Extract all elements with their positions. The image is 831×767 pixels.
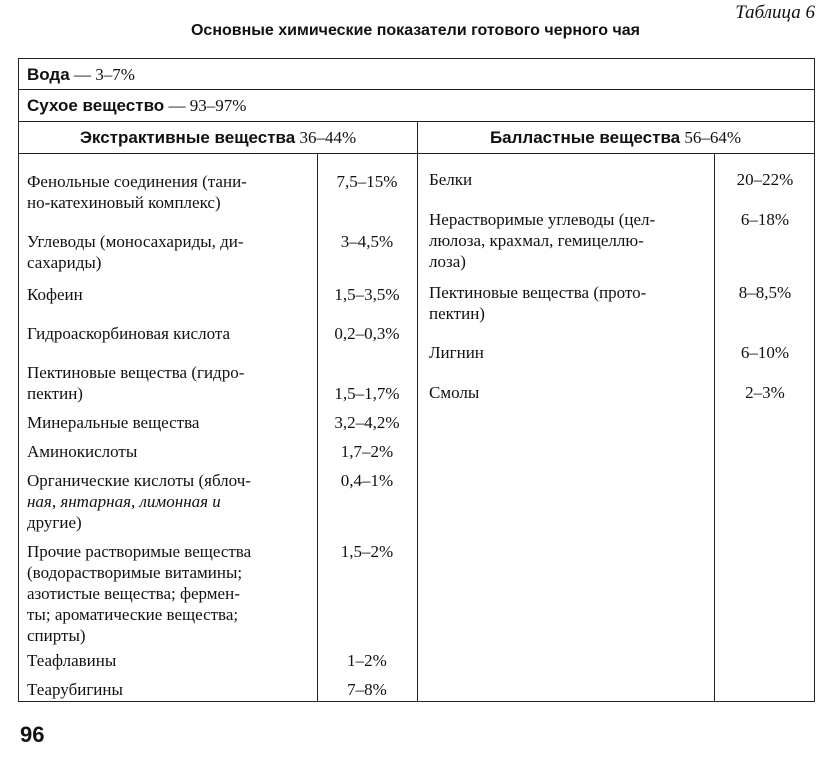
ballast-label: Балластные вещества <box>489 128 681 147</box>
item-line: сахариды) <box>27 253 102 272</box>
extractive-item <box>27 231 244 273</box>
extractive-item-value: 1,5–1,7% <box>334 384 400 403</box>
item-line: Органические кислоты (яблоч- <box>27 471 251 490</box>
ballast-item-value: 6–18% <box>740 210 790 229</box>
ballast-item-value: 2–3% <box>745 383 785 402</box>
table-caption: Основные химические показатели готового черного чая <box>190 22 640 39</box>
ballast-item <box>429 282 646 324</box>
extractive-item-value: 3–4,5% <box>340 232 394 251</box>
extractive-item <box>27 441 137 462</box>
chemistry-table <box>18 58 815 702</box>
item-line: Пектиновые вещества (гидро- <box>27 363 245 382</box>
item-line: Углеводы (моносахариды, ди- <box>27 232 244 251</box>
dry-matter-value: — 93–97% <box>168 96 247 115</box>
extractive-item-value: 1–2% <box>347 651 387 670</box>
extractive-item-value: 1,5–3,5% <box>334 285 400 304</box>
page-number: 96 <box>20 722 45 747</box>
item-line: Аминокислоты <box>27 442 138 461</box>
extractive-item <box>27 470 251 533</box>
item-line: спирты) <box>27 626 86 645</box>
extractive-item-value: 7,5–15% <box>336 172 398 191</box>
extractive-item <box>27 412 199 433</box>
water-label: Вода <box>27 65 70 84</box>
item-line: пектин) <box>27 384 83 403</box>
extractive-item <box>27 171 247 213</box>
item-line: Нерастворимые углеводы (цел- <box>429 210 656 229</box>
extractive-item-value: 1,5–2% <box>340 542 394 561</box>
item-line: Пектиновые вещества (прото- <box>429 283 647 302</box>
item-line: Минеральные вещества <box>27 413 200 432</box>
item-line: Лигнин <box>429 343 484 362</box>
dry-matter-label: Сухое вещество <box>27 96 165 115</box>
water-value: — 3–7% <box>73 65 135 84</box>
column-divider-left-values <box>317 153 318 701</box>
extractive-item <box>27 284 83 305</box>
item-line: ты; ароматические вещества; <box>27 605 239 624</box>
item-line: но-катехиновый комплекс) <box>27 193 221 212</box>
item-line: Теафлавины <box>27 651 117 670</box>
extractive-item <box>27 650 116 671</box>
ballast-value: 56–64% <box>684 128 742 147</box>
ballast-item-value: 6–10% <box>740 343 790 362</box>
item-line: Кофеин <box>27 285 83 304</box>
item-line: Прочие растворимые вещества <box>27 542 252 561</box>
ballast-item <box>429 169 472 190</box>
extractive-item-value: 0,2–0,3% <box>334 324 400 343</box>
column-divider-main <box>417 121 418 701</box>
item-line: Гидроаскорбиновая кислота <box>27 324 231 343</box>
water-row <box>27 64 135 85</box>
table-number-label: Таблица 6 <box>735 2 815 23</box>
item-line: Теарубигины <box>27 680 123 699</box>
item-line: азотистые вещества; фермен- <box>27 584 240 603</box>
item-line: другие) <box>27 513 82 532</box>
ballast-header <box>417 127 814 148</box>
ballast-item <box>429 209 655 272</box>
column-divider-right-values <box>714 153 715 701</box>
dry-matter-row <box>27 95 246 116</box>
item-line: лоза) <box>429 252 466 271</box>
extractive-item-value: 3,2–4,2% <box>334 413 400 432</box>
item-line: (водорастворимые витамины; <box>27 563 243 582</box>
item-line: люлоза, крахмал, гемицеллю- <box>429 231 644 250</box>
ballast-item-value: 8–8,5% <box>738 283 792 302</box>
extractive-label: Экстрактивные вещества <box>79 128 296 147</box>
ballast-item <box>429 342 484 363</box>
extractive-item <box>27 362 244 404</box>
item-line: ная, янтарная, лимонная и <box>27 492 221 511</box>
extractive-value: 36–44% <box>299 128 357 147</box>
table-divider <box>19 89 814 90</box>
item-line: Фенольные соединения (тани- <box>27 172 247 191</box>
extractive-item <box>27 541 251 646</box>
item-line: пектин) <box>429 304 485 323</box>
extractive-item-value: 1,7–2% <box>340 442 394 461</box>
ballast-item <box>429 382 479 403</box>
extractive-item-value: 0,4–1% <box>340 471 394 490</box>
item-line: Белки <box>429 170 473 189</box>
extractive-item <box>27 323 230 344</box>
extractive-item-value: 7–8% <box>347 680 387 699</box>
ballast-item-value: 20–22% <box>736 170 794 189</box>
extractive-item <box>27 679 123 700</box>
extractive-header <box>19 127 417 148</box>
item-line: Смолы <box>429 383 480 402</box>
